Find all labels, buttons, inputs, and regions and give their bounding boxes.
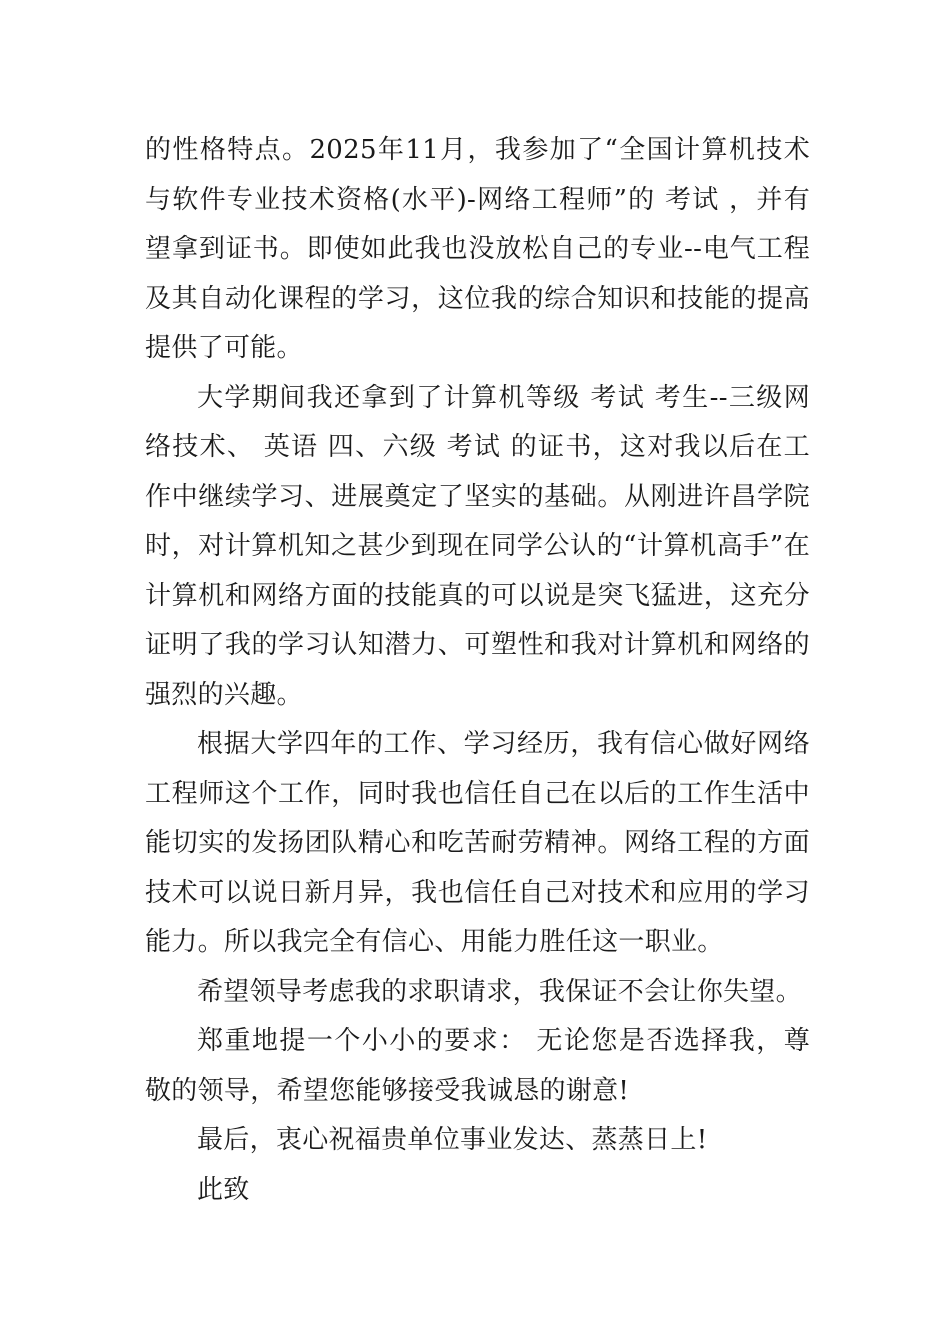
paragraph-certificates: 大学期间我还拿到了计算机等级 考试 考生--三级网络技术、 英语 四、六级 考试 的证书，这对我以后在工作中继续学习、进展奠定了坚实的基础。从刚进许昌学院时，对计算机知之甚少到现在同学公认的“计算机高手”在计算机和网络方面的技能真的可以说是突飞猛进，这充分证明了我的学习认知潜力、可塑性和我对计算机和网络的强烈的兴趣。 xyxy=(145,382,810,710)
paragraph-request: 希望领导考虑我的求职请求，我保证不会让你失望。 xyxy=(197,976,802,1007)
paragraph-confidence: 根据大学四年的工作、学习经历，我有信心做好网络工程师这个工作，同时我也信任自己在以后的工作生活中能切实的发扬团队精心和吃苦耐劳精神。网络工程的方面技术可以说日新月异，我也信任自己对技术和应用的学习能力。所以我完全有信心、用能力胜任这一职业。 xyxy=(145,729,810,957)
document-body xyxy=(145,126,810,1215)
paragraph-continuation: 的性格特点。2025年11月，我参加了“全国计算机技术与软件专业技术资格(水平)-网络工程师”的 考试 ，并有望拿到证书。即使如此我也没放松自己的专业--电气工程及其自动化课程的学习，这位我的综合知识和技能的提高提供了可能。 xyxy=(145,135,810,363)
paragraph-closing-wish: 最后，衷心祝福贵单位事业发达、蒸蒸日上! xyxy=(197,1125,708,1155)
paragraph-salutation: 此致 xyxy=(197,1174,250,1205)
paragraph-gratitude: 郑重地提一个小小的要求： 无论您是否选择我，尊敬的领导，希望您能够接受我诚恳的谢意! xyxy=(145,1026,810,1106)
